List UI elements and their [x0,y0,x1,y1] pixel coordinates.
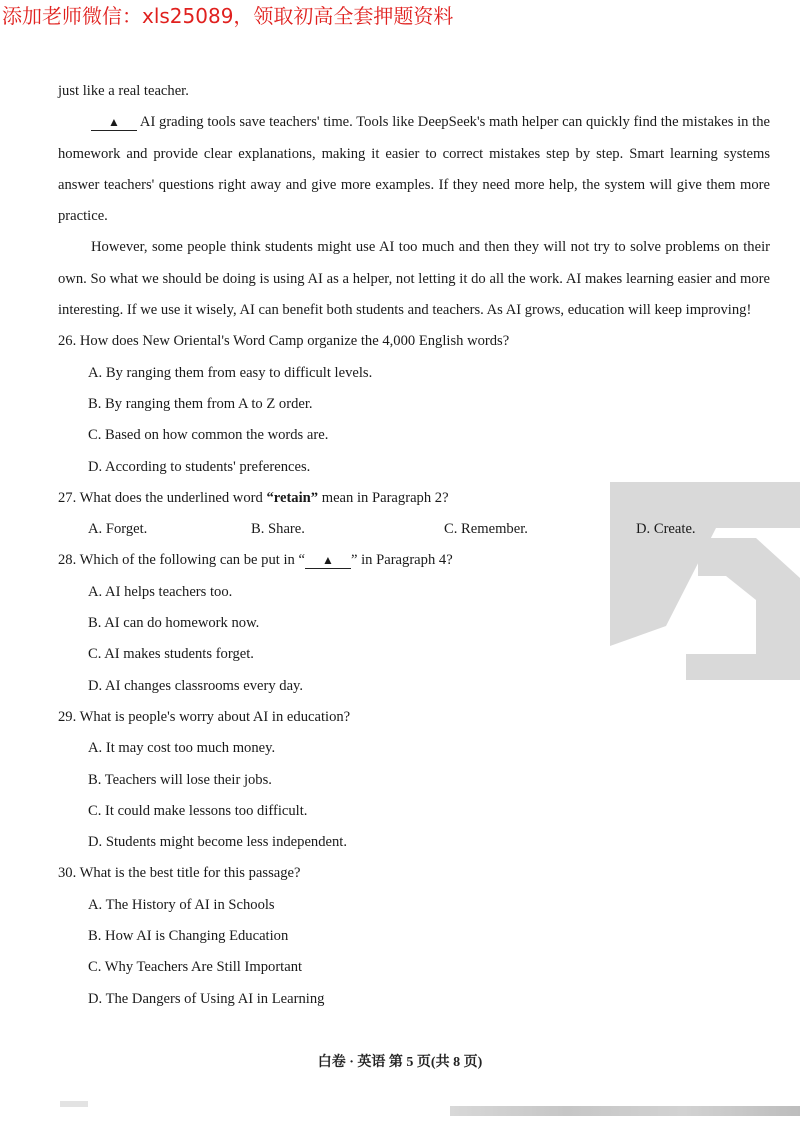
question-26-stem: 26. How does New Oriental's Word Camp organize the 4,000 English words? [58,333,510,350]
passage-line-continuation: just like a real teacher. [58,83,189,99]
page-footer: 白卷 · 英语 第 5 页(共 8 页) [317,1055,483,1070]
question-27 [58,483,770,546]
question-28-option-d: D. AI changes classrooms every day. [88,677,304,694]
passage-paragraph-4 [58,107,770,232]
question-28-stem-post: ” in Paragraph 4? [350,552,453,569]
question-26-option-d: D. According to students' preferences. [88,458,311,475]
blank-marker: ▲ [305,552,351,569]
question-27-option-a: A. Forget. [88,521,148,538]
question-29-option-d: D. Students might become less independent. [88,834,347,851]
passage-paragraph-5: However, some people think students might use AI too much and then they will not try to solve problems on their own. So what we should be doing is using AI as a helper, not letting it do all the work. AI makes learning easier and more interesting. If we use it wisely, AI can benefit both students and teachers. As AI grows, education will keep improving! [58,239,770,319]
question-27-options [88,514,770,545]
question-29 [58,702,770,858]
question-26-option-b: B. By ranging them from A to Z order. [88,395,313,412]
question-29-option-a: A. It may cost too much money. [88,740,276,757]
question-27-word: “retain” [266,489,319,506]
question-27-stem-pre: 27. What does the underlined word [58,489,267,506]
question-28-option-c: C. AI makes students forget. [88,646,254,663]
question-30 [58,858,770,1014]
question-29-option-b: B. Teachers will lose their jobs. [88,771,272,788]
scan-edge-bar [450,1106,800,1116]
question-30-option-d: D. The Dangers of Using AI in Learning [88,990,325,1007]
promo-banner: 添加老师微信：xls25089，领取初高全套押题资料 [2,4,454,28]
question-27-stem [58,483,770,514]
question-28-stem [58,545,770,576]
question-27-stem-post: mean in Paragraph 2? [318,489,449,506]
question-30-stem: 30. What is the best title for this passage? [58,865,301,882]
question-27-option-b: B. Share. [251,521,305,538]
question-30-option-c: C. Why Teachers Are Still Important [88,959,303,976]
question-28-option-a: A. AI helps teachers too. [88,583,233,600]
question-28-stem-pre: 28. Which of the following can be put in “ [58,552,305,569]
question-30-option-a: A. The History of AI in Schools [88,896,275,913]
question-30-option-b: B. How AI is Changing Education [88,928,289,945]
paragraph-4-text: AI grading tools save teachers' time. Tools like DeepSeek's math helper can quickly find the mistakes in the homework and provide clear explanations, making it easier to correct mistakes step by step. Smart learning systems answer teachers' questions right away and give more examples. If they need more help, the system will give them more practice. [58,114,770,225]
question-28-option-b: B. AI can do homework now. [88,615,260,632]
scan-artifact [60,1101,88,1107]
question-29-stem: 29. What is people's worry about AI in education? [58,708,351,725]
question-26-option-c: C. Based on how common the words are. [88,427,329,444]
question-27-option-c: C. Remember. [444,521,528,538]
question-26-option-a: A. By ranging them from easy to difficult levels. [88,364,373,381]
blank-marker: ▲ [91,114,137,131]
question-29-option-c: C. It could make lessons too difficult. [88,802,308,819]
question-27-option-d: D. Create. [636,521,696,538]
question-26 [58,326,770,482]
exam-page-content [58,76,770,1015]
question-28 [58,545,770,701]
